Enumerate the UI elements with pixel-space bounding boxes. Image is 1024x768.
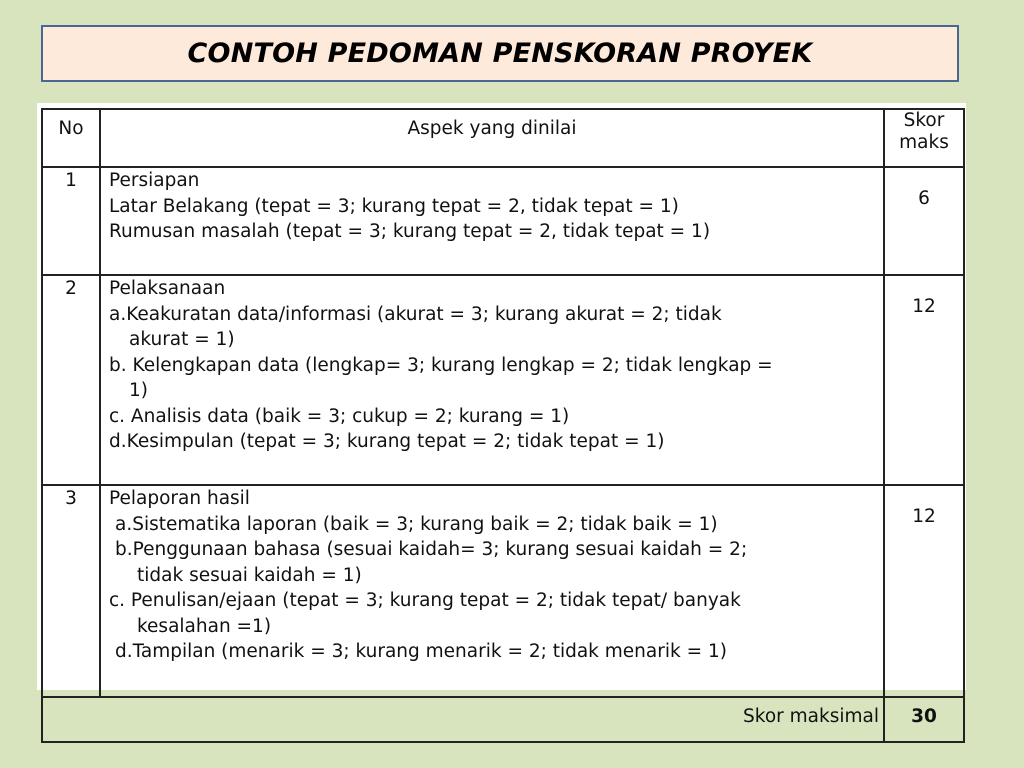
aspek-line: c. Penulisan/ejaan (tepat = 3; kurang tepat = 2; tidak tepat/ banyak	[109, 590, 741, 611]
aspek-line: a.Keakuratan data/informasi (akurat = 3; kurang akurat = 2; tidak	[109, 303, 722, 325]
aspek-line: a.Sistematika laporan (baik = 3; kurang baik = 2; tidak baik = 1)	[115, 513, 718, 535]
title-banner	[41, 25, 959, 82]
skor-maks-value: 12	[884, 485, 964, 697]
aspek-cell	[100, 485, 884, 697]
aspek-line: 1)	[129, 380, 148, 401]
header-skor-line2: maks	[899, 132, 949, 153]
table-row	[42, 485, 964, 697]
row-number: 2	[42, 275, 100, 485]
row-number: 3	[42, 485, 100, 697]
rubric-table	[41, 108, 965, 743]
aspek-line: d.Tampilan (menarik = 3; kurang menarik = 2; tidak menarik = 1)	[115, 641, 727, 662]
aspek-line: b. Kelengkapan data (lengkap= 3; kurang lengkap = 2; tidak lengkap =	[109, 354, 773, 376]
total-value: 30	[884, 697, 964, 742]
row-number: 1	[42, 167, 100, 275]
table-header-row	[42, 109, 964, 167]
table-row	[42, 275, 964, 485]
skor-maks-value: 6	[884, 167, 964, 275]
aspek-line: Latar Belakang (tepat = 3; kurang tepat = 2, tidak tepat = 1)	[109, 195, 679, 217]
total-row	[42, 697, 964, 742]
aspek-heading: Pelaporan hasil	[109, 488, 250, 509]
header-skor-maks	[884, 109, 964, 167]
total-label: Skor maksimal	[42, 697, 884, 742]
aspek-line: akurat = 1)	[129, 329, 235, 350]
aspek-line: tidak sesuai kaidah = 1)	[137, 564, 362, 586]
aspek-line: d.Kesimpulan (tepat = 3; kurang tepat = 2; tidak tepat = 1)	[109, 431, 665, 452]
header-skor-line1: Skor	[903, 110, 945, 131]
header-aspek: Aspek yang dinilai	[100, 109, 884, 167]
rubric-table-area	[37, 103, 966, 727]
aspek-line: b.Penggunaan bahasa (sesuai kaidah= 3; kurang sesuai kaidah = 2;	[115, 539, 748, 560]
aspek-line: Rumusan masalah (tepat = 3; kurang tepat = 2, tidak tepat = 1)	[109, 221, 711, 242]
slide-title: CONTOH PEDOMAN PENSKORAN PROYEK	[187, 38, 813, 69]
aspek-cell	[100, 275, 884, 485]
aspek-cell	[100, 167, 884, 275]
aspek-line: c. Analisis data (baik = 3; cukup = 2; kurang = 1)	[109, 405, 570, 427]
header-no: No	[42, 109, 100, 167]
aspek-heading: Persiapan	[109, 170, 200, 191]
table-row	[42, 167, 964, 275]
aspek-heading: Pelaksanaan	[109, 278, 226, 299]
aspek-line: kesalahan =1)	[137, 615, 272, 637]
skor-maks-value: 12	[884, 275, 964, 485]
